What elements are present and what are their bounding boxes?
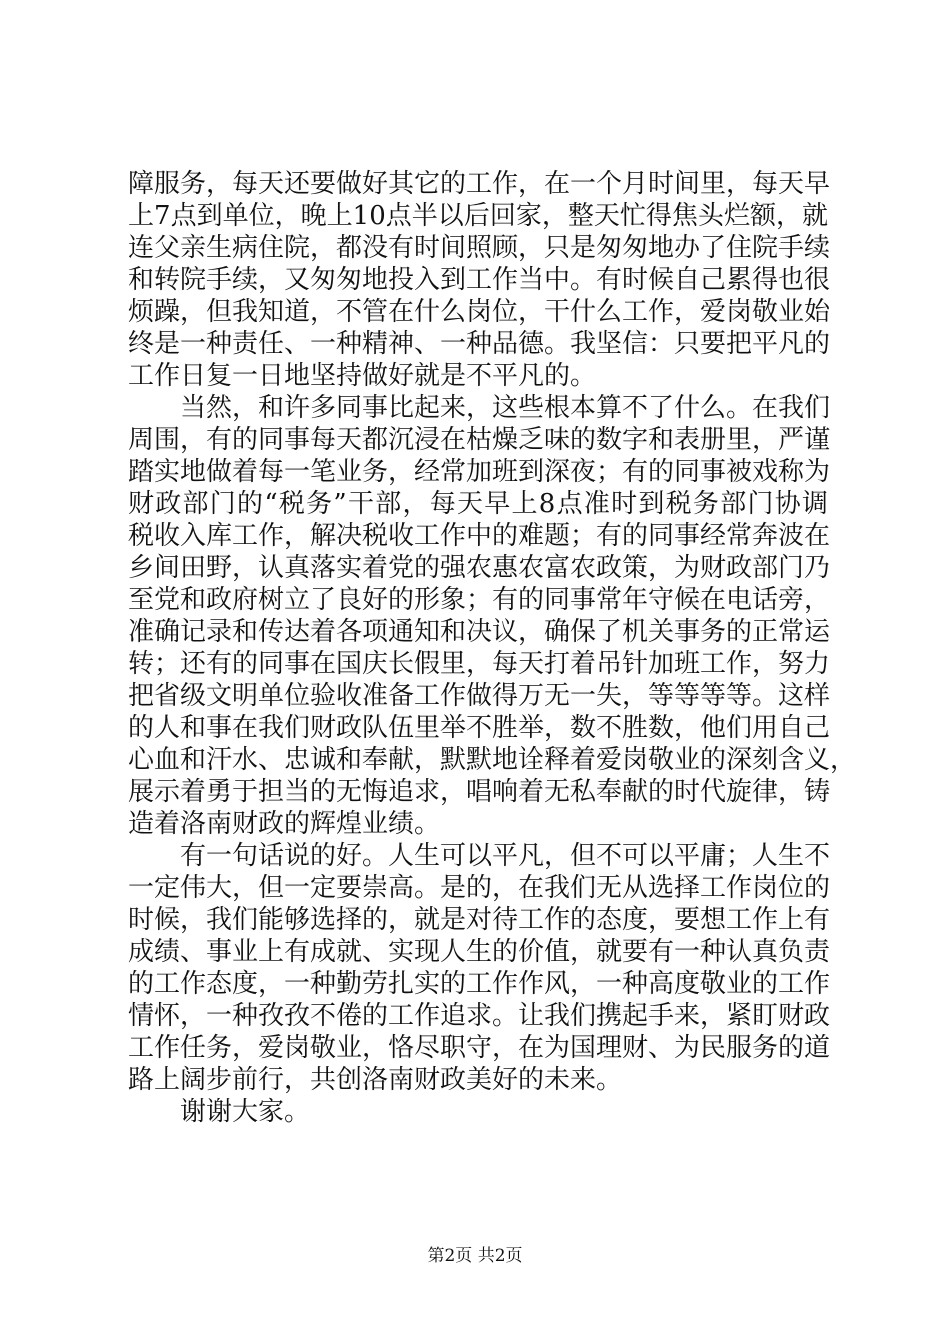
text-line: 时候，我们能够选择的，就是对待工作的态度，要想工作上有 bbox=[128, 905, 831, 935]
text-line: 情怀，一种孜孜不倦的工作追求。让我们携起手来，紧盯财政 bbox=[128, 1001, 831, 1031]
closing-line: 谢谢大家。 bbox=[180, 1097, 311, 1127]
text-line: 工作日复一日地坚持做好就是不平凡的。 bbox=[128, 361, 597, 391]
text-line: 准确记录和传达着各项通知和决议，确保了机关事务的正常运 bbox=[128, 617, 831, 647]
page-number: 第2页 共2页 bbox=[427, 1246, 523, 1266]
text-line: 路上阔步前行，共创洛南财政美好的未来。 bbox=[128, 1065, 623, 1095]
text-line: 一定伟大，但一定要崇高。是的，在我们无从选择工作岗位的 bbox=[128, 873, 831, 903]
paragraph-first-line: 当然，和许多同事比起来，这些根本算不了什么。在我们 bbox=[180, 393, 831, 423]
text-line: 障服务，每天还要做好其它的工作，在一个月时间里，每天早 bbox=[128, 169, 831, 199]
text-line: 连父亲生病住院，都没有时间照顾，只是匆匆地办了住院手续 bbox=[128, 233, 831, 263]
text-line: 成绩、事业上有成就、实现人生的价值，就要有一种认真负责 bbox=[128, 937, 831, 967]
text-line: 烦躁，但我知道，不管在什么岗位，干什么工作，爱岗敬业始 bbox=[128, 297, 831, 327]
text-line: 的工作态度，一种勤劳扎实的工作作风，一种高度敬业的工作 bbox=[128, 969, 831, 999]
body-text bbox=[128, 168, 857, 1128]
text-line: 至党和政府树立了良好的形象；有的同事常年守候在电话旁， bbox=[128, 585, 831, 615]
text-line: 把省级文明单位验收准备工作做得万无一失，等等等等。这样 bbox=[128, 681, 831, 711]
text-line: 税收入库工作，解决税收工作中的难题；有的同事经常奔波在 bbox=[128, 521, 831, 551]
text-line: 工作任务，爱岗敬业，恪尽职守，在为国理财、为民服务的道 bbox=[128, 1033, 831, 1063]
text-line: 周围，有的同事每天都沉浸在枯燥乏味的数字和表册里，严谨 bbox=[128, 425, 831, 455]
text-line: 造着洛南财政的辉煌业绩。 bbox=[128, 809, 441, 839]
text-line: 展示着勇于担当的无悔追求，唱响着无私奉献的时代旋律，铸 bbox=[128, 777, 831, 807]
text-line: 心血和汗水、忠诚和奉献，默默地诠释着爱岗敬业的深刻含义， bbox=[128, 745, 857, 775]
text-line: 踏实地做着每一笔业务，经常加班到深夜；有的同事被戏称为 bbox=[128, 457, 831, 487]
text-line: 和转院手续，又匆匆地投入到工作当中。有时候自己累得也很 bbox=[128, 265, 831, 295]
paragraph-first-line: 有一句话说的好。人生可以平凡，但不可以平庸；人生不 bbox=[180, 841, 831, 871]
text-line: 乡间田野，认真落实着党的强农惠农富农政策，为财政部门乃 bbox=[128, 553, 831, 583]
text-line: 的人和事在我们财政队伍里举不胜举，数不胜数，他们用自己 bbox=[128, 713, 831, 743]
text-line: 上7点到单位，晚上10点半以后回家，整天忙得焦头烂额，就 bbox=[128, 201, 828, 231]
text-line: 转；还有的同事在国庆长假里，每天打着吊针加班工作，努力 bbox=[128, 649, 831, 679]
text-line: 终是一种责任、一种精神、一种品德。我坚信：只要把平凡的 bbox=[128, 329, 831, 359]
text-line: 财政部门的“税务”干部，每天早上8点准时到税务部门协调 bbox=[128, 489, 828, 519]
page-footer bbox=[0, 1245, 950, 1267]
